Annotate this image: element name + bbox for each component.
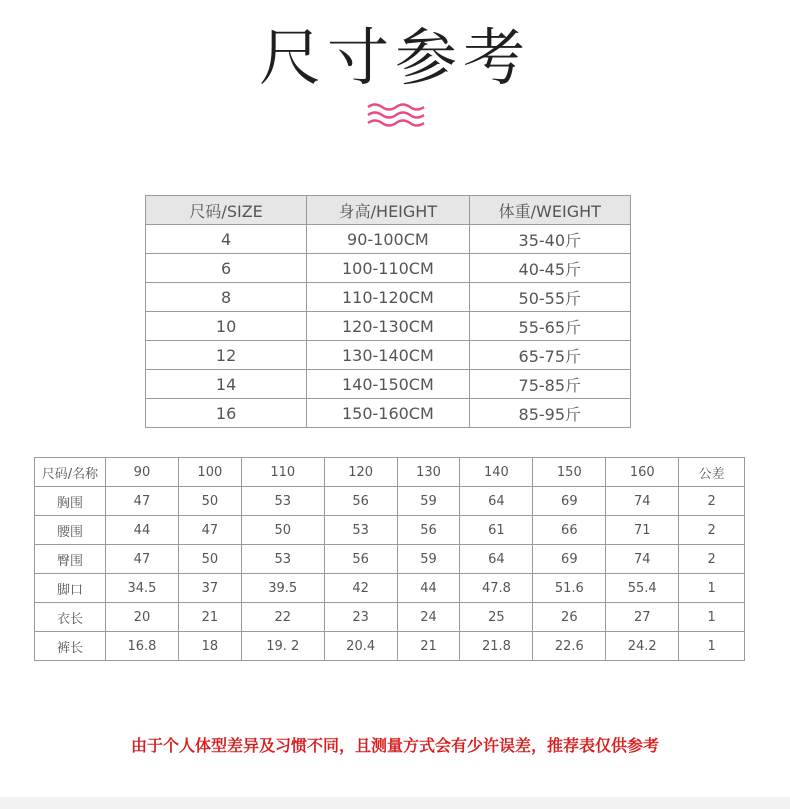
column-header: 尺码/名称 <box>35 458 106 487</box>
wave-decoration-icon <box>366 102 426 128</box>
measurement-table <box>34 457 745 661</box>
table-cell: 64 <box>460 487 533 516</box>
row-label: 腰围 <box>35 516 106 545</box>
table-cell: 35-40斤 <box>469 225 630 254</box>
table-cell: 59 <box>397 545 460 574</box>
table-cell: 14 <box>146 370 307 399</box>
table-cell: 8 <box>146 283 307 312</box>
table-cell: 56 <box>324 487 397 516</box>
size-header-weight: 体重/WEIGHT <box>469 196 630 225</box>
table-row <box>146 225 631 254</box>
table-row <box>35 603 745 632</box>
table-cell: 55.4 <box>606 574 679 603</box>
table-cell: 37 <box>178 574 241 603</box>
table-cell: 6 <box>146 254 307 283</box>
table-cell: 26 <box>533 603 606 632</box>
table-cell: 74 <box>606 545 679 574</box>
size-header-height: 身高/HEIGHT <box>307 196 469 225</box>
table-cell: 130-140CM <box>307 341 469 370</box>
table-cell: 4 <box>146 225 307 254</box>
table-cell: 110-120CM <box>307 283 469 312</box>
table-cell: 44 <box>106 516 179 545</box>
table-cell: 53 <box>241 487 324 516</box>
table-cell: 20.4 <box>324 632 397 661</box>
table-cell: 69 <box>533 545 606 574</box>
table-cell: 51.6 <box>533 574 606 603</box>
table-cell: 53 <box>241 545 324 574</box>
table-row <box>146 254 631 283</box>
row-label: 衣长 <box>35 603 106 632</box>
table-cell: 44 <box>397 574 460 603</box>
table-cell: 22 <box>241 603 324 632</box>
table-cell: 75-85斤 <box>469 370 630 399</box>
table-cell: 27 <box>606 603 679 632</box>
table-cell: 16.8 <box>106 632 179 661</box>
table-cell: 21 <box>397 632 460 661</box>
table-cell: 24 <box>397 603 460 632</box>
table-cell: 47 <box>178 516 241 545</box>
table-cell: 20 <box>106 603 179 632</box>
table-cell: 16 <box>146 399 307 428</box>
table-cell: 90-100CM <box>307 225 469 254</box>
disclaimer-note: 由于个人体型差异及习惯不同，且测量方式会有少许误差，推荐表仅供参考 <box>130 736 659 755</box>
column-header: 90 <box>106 458 179 487</box>
column-header: 110 <box>241 458 324 487</box>
table-cell: 69 <box>533 487 606 516</box>
table-cell: 2 <box>679 545 745 574</box>
table-cell: 1 <box>679 632 745 661</box>
column-header: 130 <box>397 458 460 487</box>
table-cell: 39.5 <box>241 574 324 603</box>
column-header: 160 <box>606 458 679 487</box>
size-table <box>145 195 631 428</box>
table-row <box>35 545 745 574</box>
table-cell: 56 <box>397 516 460 545</box>
table-row <box>35 632 745 661</box>
table-cell: 64 <box>460 545 533 574</box>
table-cell: 50 <box>241 516 324 545</box>
table-row <box>35 516 745 545</box>
table-cell: 66 <box>533 516 606 545</box>
measurement-table-header-row <box>35 458 745 487</box>
table-cell: 40-45斤 <box>469 254 630 283</box>
row-label: 脚口 <box>35 574 106 603</box>
column-header: 120 <box>324 458 397 487</box>
column-header: 100 <box>178 458 241 487</box>
column-header: 150 <box>533 458 606 487</box>
table-cell: 34.5 <box>106 574 179 603</box>
column-header: 公差 <box>679 458 745 487</box>
table-cell: 24.2 <box>606 632 679 661</box>
table-cell: 47.8 <box>460 574 533 603</box>
table-cell: 25 <box>460 603 533 632</box>
table-cell: 10 <box>146 312 307 341</box>
table-cell: 100-110CM <box>307 254 469 283</box>
table-row <box>146 399 631 428</box>
table-cell: 22.6 <box>533 632 606 661</box>
table-cell: 1 <box>679 603 745 632</box>
table-cell: 74 <box>606 487 679 516</box>
table-cell: 150-160CM <box>307 399 469 428</box>
table-cell: 18 <box>178 632 241 661</box>
table-cell: 140-150CM <box>307 370 469 399</box>
table-cell: 59 <box>397 487 460 516</box>
table-cell: 2 <box>679 516 745 545</box>
size-table-header-row <box>146 196 631 225</box>
table-cell: 61 <box>460 516 533 545</box>
table-cell: 47 <box>106 487 179 516</box>
bottom-strip <box>0 797 790 809</box>
table-cell: 71 <box>606 516 679 545</box>
table-cell: 19. 2 <box>241 632 324 661</box>
table-row <box>35 487 745 516</box>
table-cell: 47 <box>106 545 179 574</box>
table-cell: 42 <box>324 574 397 603</box>
table-cell: 21 <box>178 603 241 632</box>
table-cell: 65-75斤 <box>469 341 630 370</box>
row-label: 裤长 <box>35 632 106 661</box>
table-cell: 50-55斤 <box>469 283 630 312</box>
size-header-size: 尺码/SIZE <box>146 196 307 225</box>
page-title: 尺寸参考 <box>258 21 531 94</box>
column-header: 140 <box>460 458 533 487</box>
table-cell: 56 <box>324 545 397 574</box>
table-cell: 1 <box>679 574 745 603</box>
table-cell: 120-130CM <box>307 312 469 341</box>
table-cell: 2 <box>679 487 745 516</box>
table-cell: 12 <box>146 341 307 370</box>
table-row <box>35 574 745 603</box>
table-cell: 50 <box>178 545 241 574</box>
table-cell: 21.8 <box>460 632 533 661</box>
table-cell: 23 <box>324 603 397 632</box>
table-cell: 53 <box>324 516 397 545</box>
row-label: 臀围 <box>35 545 106 574</box>
row-label: 胸围 <box>35 487 106 516</box>
table-cell: 85-95斤 <box>469 399 630 428</box>
table-cell: 50 <box>178 487 241 516</box>
table-row <box>146 312 631 341</box>
table-row <box>146 370 631 399</box>
table-cell: 55-65斤 <box>469 312 630 341</box>
table-row <box>146 341 631 370</box>
table-row <box>146 283 631 312</box>
